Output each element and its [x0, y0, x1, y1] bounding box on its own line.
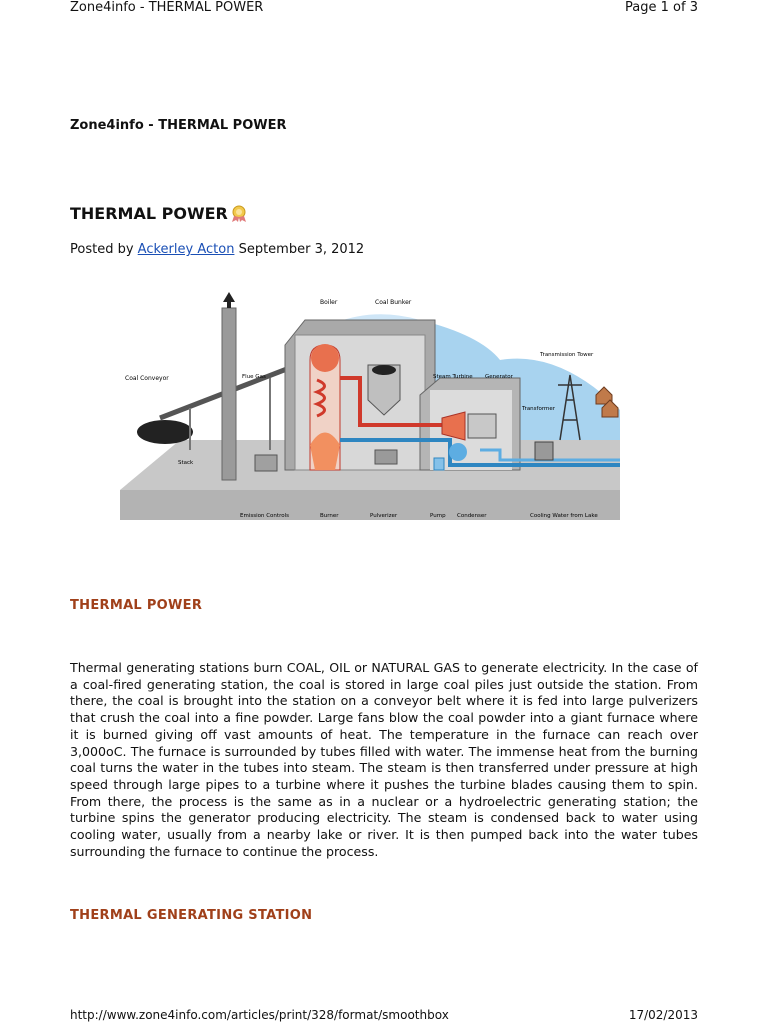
section-heading-thermal-generating-station: THERMAL GENERATING STATION [70, 908, 313, 923]
label-transformer: Transformer [522, 406, 556, 412]
post-title [70, 204, 248, 223]
article-paragraph: Thermal generating stations burn COAL, OIL or NATURAL GAS to generate electricity. In the case of a coal-fired generating station, the coal is stored in large coal piles just outside the station. From there, the coal is brought into the station on a conveyor belt where it is fed into large pulverizers that crush the coal into a fine powder. Large fans blow the coal powder into a giant furnace where it is burned giving off vast amounts of heat. The temperature in the furnace can reach over 3,000oC. The furnace is surrounded by tubes filled with water. The immense heat from the burning coal turns the water in the tubes into steam. The steam is then transferred under pressure at high speed through large pipes to a turbine where it pushes the turbine blades causing them to spin. From there, the process is the same as in a nuclear or a hydroelectric generating station; the turbine spins the generator producing electricity. The steam is condensed back to water using cooling water, usually from a nearby lake or river. It is then pumped back into the water tubes surrounding the furnace to continue the process. [70, 660, 698, 859]
emission-controls [255, 455, 277, 471]
page-header [70, 0, 698, 18]
transformer [535, 442, 553, 460]
thermal-power-plant-diagram [120, 290, 620, 522]
label-condenser: Condenser [457, 513, 487, 519]
footer-url: http://www.zone4info.com/articles/print/328/format/smoothbox [70, 1008, 449, 1022]
stack [222, 308, 236, 480]
label-burner: Burner [320, 513, 339, 519]
label-stack: Stack [178, 460, 194, 466]
section-heading-thermal-power: THERMAL POWER [70, 598, 203, 613]
generator [468, 414, 496, 438]
posted-by-prefix: Posted by [70, 242, 134, 257]
label-flue-gas: Flue Gas [242, 374, 266, 380]
page-footer [70, 1004, 698, 1022]
page-number: Page 1 of 3 [625, 0, 698, 15]
label-steam-turbine: Steam Turbine [433, 374, 473, 380]
coal-pile [137, 420, 193, 444]
award-icon [230, 205, 248, 223]
post-title-text: THERMAL POWER [70, 204, 228, 223]
pulverizer [375, 450, 397, 464]
condenser [449, 443, 467, 461]
label-transmission-tower: Transmission Tower [540, 352, 594, 358]
label-coal-conveyor: Coal Conveyor [125, 375, 169, 382]
site-title: Zone4info - THERMAL POWER [70, 118, 287, 133]
up-arrow-icon [223, 292, 235, 308]
label-pump: Pump [430, 513, 446, 519]
label-pulverizer: Pulverizer [370, 513, 398, 519]
header-title: Zone4info - THERMAL POWER [70, 0, 264, 15]
footer-date: 17/02/2013 [628, 1008, 698, 1022]
post-date: September 3, 2012 [238, 242, 365, 257]
author-link[interactable]: Ackerley Acton [137, 242, 235, 257]
post-meta [70, 242, 364, 257]
label-cooling-water: Cooling Water from Lake [530, 513, 598, 519]
label-coal-bunker: Coal Bunker [375, 299, 412, 306]
label-generator: Generator [485, 374, 513, 380]
label-boiler: Boiler [320, 299, 338, 306]
pump [434, 458, 444, 470]
label-emission-controls: Emission Controls [240, 513, 289, 519]
